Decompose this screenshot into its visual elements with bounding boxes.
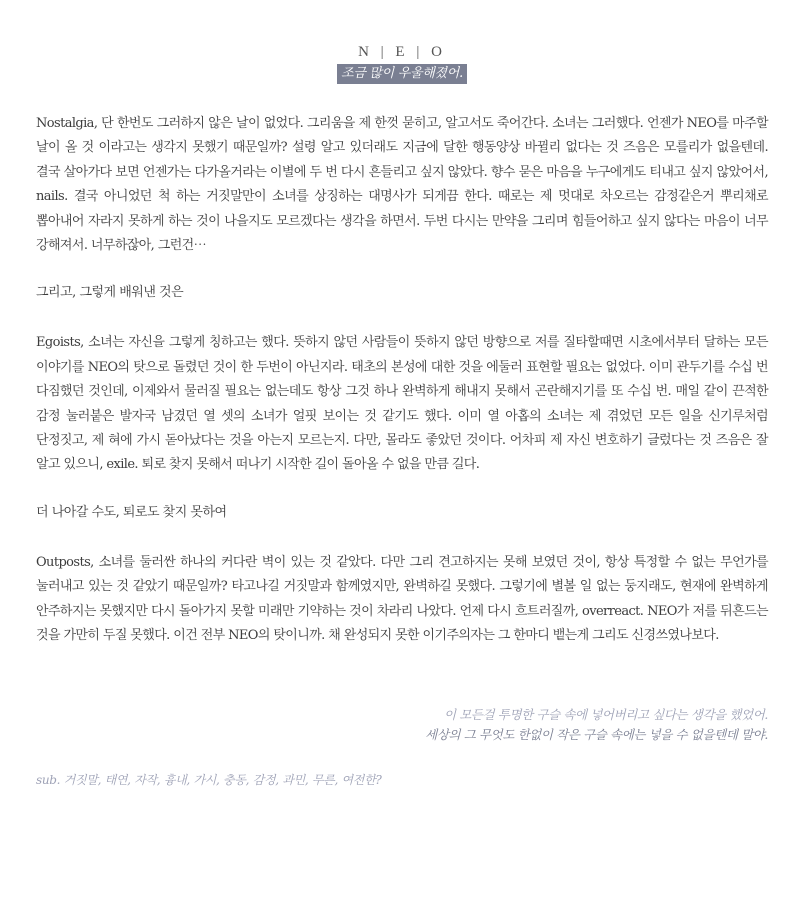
quote-line-1: 이 모든걸 투명한 구슬 속에 넣어버리고 싶다는 생각을 했었어. [443,706,768,722]
closing-quote [36,705,768,745]
paragraph-nostalgia: Nostalgia, 단 한번도 그러하지 않은 날이 없었다. 그리움을 제 한껏 묻히고, 알고서도 죽어간다. 소녀는 그러했다. 언젠가 NEO를 마주할 날이 올 것 이라고는 생각지 못했기 때문일까? 설령 알고 있더래도 지금에 달한 행동양상 바뀔리 없다는 것 즈음은 모를리가 없을텐데. 결국 살아가다 보면 언젠가는 다가올거라는 이별에 두 번 다시 흔들리고 싶지 않았다. 향수 묻은 마음을 누구에게도 티내고 싶지 않았어서, nails. 결국 아니었던 척 하는 거짓말만이 소녀를 상징하는 대명사가 되게끔 한다. 때로는 제 멋대로 차오르는 감정같은거 뿌리채로 뽑아내어 자라지 못하게 하는 것이 나을지도 모르겠다는 생각을 하면서. 두번 다시는 만약을 그리며 힘들어하고 싶지 않다는 마음이 너무 강해져서. 너무하잖아, 그런건⋯ [36,116,768,254]
section-heading-2: 더 나아갈 수도, 퇴로도 찾지 못하여 [36,504,227,520]
paragraph-outposts: Outposts, 소녀를 둘러싼 하나의 커다란 벽이 있는 것 같았다. 다만 그리 견고하지는 못해 보였던 것이, 항상 특정할 수 없는 무언가를 눌러내고 있는 것 같았기 때문일까? 타고나길 거짓말과 함께였지만, 완벽하길 못했다. 그렇기에 별볼 일 없는 둥지래도, 현재에 완벽하게 안주하지는 못했지만 다시 돌아가지 못할 미래만 기약하는 것이 차라리 나았다. 언제 다시 흐트러질까, overreact. NEO가 저를 뒤흔드는 것을 가만히 두질 못했다. 이건 전부 NEO의 탓이니까. 채 완성되지 못한 이기주의자는 그 한마디 뱉는게 그리도 신경쓰였나보다. [36,554,768,644]
quote-line-2: 세상의 그 무엇도 한없이 작은 구슬 속에는 넣을 수 없을텐데 말야. [425,726,768,742]
paragraph-egoists: Egoists, 소녀는 자신을 그렇게 칭하고는 했다. 뜻하지 않던 사람들이 뜻하지 않던 방향으로 저를 질타할때면 시초에서부터 달하는 모든 이야기를 NEO의 탓으로 돌렸던 것이 한 두번이 아닌지라. 태초의 본성에 대한 것을 에둘러 표현할 필요는 없었다. 이미 관두기를 수십 번 다짐했던 것인데, 이제와서 물러질 필요는 없는데도 항상 그것 하나 완벽하게 해내지 못해서 곤란해지기를 또 수십 번. 매일 같이 끈적한 감정 눌러붙은 발자국 남겼던 열 셋의 소녀가 얼핏 보이는 것 같기도 했다. 이미 열 아홉의 소녀는 제 겪었던 모든 일을 신기루처럼 단정짓고, 제 혀에 가시 돋아났다는 것을 아는지 모르는지. 다만, 몰라도 좋았던 것이다. 어차피 제 자신 변호하기 글렀다는 것 즈음은 잘 알고 있으니, exile. 퇴로 찾지 못해서 떠나기 시작한 길이 돌아올 수 없을 만큼 길다. [36,335,768,473]
page-subtitle: 조금 많이 우울해졌어. [337,64,467,84]
article-body [36,112,768,649]
sub-tags: sub. 거짓말, 태연, 자작, 흉내, 가시, 충동, 감정, 과민, 무른, 여전한? [36,772,382,787]
section-heading-1: 그리고, 그렇게 배워낸 것은 [36,285,184,301]
header [36,0,768,84]
page-title: N | E | O [358,44,446,60]
